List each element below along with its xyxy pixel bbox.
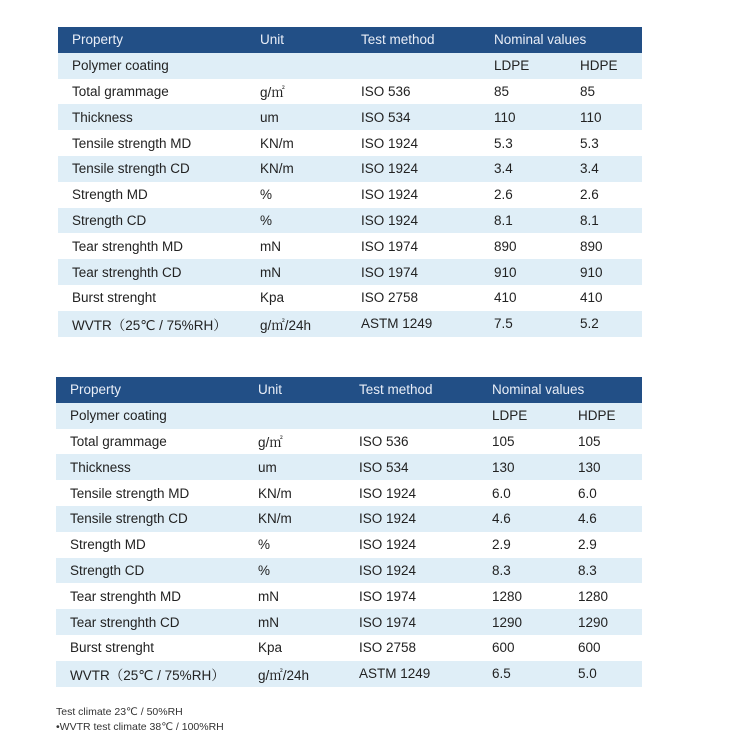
cell-test-method: ISO 1974 [347, 259, 480, 285]
table-row [56, 558, 642, 584]
table-row [56, 661, 642, 687]
header-nominal-values: Nominal values [480, 27, 566, 53]
table-body [58, 53, 642, 337]
cell-hdpe: 600 [564, 635, 642, 661]
cell-unit: mN [246, 259, 347, 285]
cell-unit: KN/m [244, 480, 345, 506]
cell-ldpe: 890 [480, 233, 566, 259]
table-row [56, 480, 642, 506]
cell-property: Burst strenght [56, 635, 244, 661]
cell-property: Tensile strength CD [56, 506, 244, 532]
cell-hdpe: HDPE [564, 403, 642, 429]
cell-hdpe: 85 [566, 79, 642, 105]
cell-test-method: ISO 1974 [345, 583, 478, 609]
cell-property: Tensile strength MD [58, 130, 246, 156]
cell-ldpe: 910 [480, 259, 566, 285]
cell-property: Total grammage [58, 79, 246, 105]
cell-test-method: ISO 1924 [347, 156, 480, 182]
header-nominal-values: Nominal values [478, 377, 564, 403]
cell-test-method: ISO 2758 [345, 635, 478, 661]
cell-property: Strength MD [56, 532, 244, 558]
cell-hdpe: 5.0 [564, 661, 642, 687]
table-row [56, 506, 642, 532]
cell-test-method: ISO 534 [347, 104, 480, 130]
footnote-wvtr-climate: •WVTR test climate 38℃ / 100%RH [56, 721, 224, 733]
cell-unit: mN [244, 609, 345, 635]
cell-unit [246, 53, 347, 79]
cell-ldpe: 85 [480, 79, 566, 105]
cell-ldpe: 8.1 [480, 208, 566, 234]
cell-ldpe: 410 [480, 285, 566, 311]
cell-property: Tear strenghth MD [58, 233, 246, 259]
table-row [58, 104, 642, 130]
cell-test-method: ISO 1974 [345, 609, 478, 635]
cell-ldpe: 1280 [478, 583, 564, 609]
cell-test-method: ASTM 1249 [345, 661, 478, 687]
cell-property: WVTR（25℃ / 75%RH） [56, 661, 244, 687]
cell-property: Tear strenghth CD [58, 259, 246, 285]
cell-ldpe: 600 [478, 635, 564, 661]
table-row [56, 429, 642, 455]
cell-hdpe: 1280 [564, 583, 642, 609]
cell-ldpe: LDPE [478, 403, 564, 429]
cell-test-method: ISO 1924 [347, 130, 480, 156]
cell-hdpe: 1290 [564, 609, 642, 635]
spec-table-1 [58, 27, 642, 337]
cell-ldpe: 6.0 [478, 480, 564, 506]
cell-hdpe: 4.6 [564, 506, 642, 532]
cell-hdpe: 2.6 [566, 182, 642, 208]
spec-table-2 [56, 377, 642, 687]
cell-ldpe: LDPE [480, 53, 566, 79]
cell-hdpe: 6.0 [564, 480, 642, 506]
cell-unit: KN/m [244, 506, 345, 532]
cell-unit: Kpa [246, 285, 347, 311]
cell-test-method: ISO 1924 [345, 558, 478, 584]
cell-unit: g/㎡/24h [244, 661, 345, 687]
cell-hdpe: 410 [566, 285, 642, 311]
cell-hdpe: 8.1 [566, 208, 642, 234]
table-row [56, 403, 642, 429]
cell-unit: mN [244, 583, 345, 609]
cell-property: Thickness [56, 454, 244, 480]
header-test-method: Test method [347, 27, 480, 53]
footnote-test-climate: Test climate 23℃ / 50%RH [56, 706, 183, 718]
cell-unit: um [246, 104, 347, 130]
cell-ldpe: 2.9 [478, 532, 564, 558]
cell-unit: KN/m [246, 156, 347, 182]
cell-hdpe: 890 [566, 233, 642, 259]
table-row [56, 609, 642, 635]
cell-unit: % [244, 532, 345, 558]
cell-ldpe: 110 [480, 104, 566, 130]
table-row [56, 532, 642, 558]
cell-property: Tensile strength CD [58, 156, 246, 182]
cell-property: Polymer coating [56, 403, 244, 429]
cell-unit: g/㎡/24h [246, 311, 347, 337]
header-row [58, 27, 642, 53]
cell-hdpe: 5.3 [566, 130, 642, 156]
header-row [56, 377, 642, 403]
cell-property: Strength MD [58, 182, 246, 208]
cell-unit [244, 403, 345, 429]
header-test-method: Test method [345, 377, 478, 403]
cell-ldpe: 1290 [478, 609, 564, 635]
cell-hdpe: HDPE [566, 53, 642, 79]
header-unit: Unit [244, 377, 345, 403]
cell-property: Polymer coating [58, 53, 246, 79]
cell-test-method: ISO 1974 [347, 233, 480, 259]
cell-unit: % [244, 558, 345, 584]
cell-ldpe: 7.5 [480, 311, 566, 337]
table-row [58, 311, 642, 337]
cell-test-method: ISO 536 [345, 429, 478, 455]
cell-unit: % [246, 182, 347, 208]
cell-hdpe: 2.9 [564, 532, 642, 558]
table-row [58, 208, 642, 234]
header-property: Property [58, 27, 246, 53]
cell-test-method: ISO 536 [347, 79, 480, 105]
cell-hdpe: 3.4 [566, 156, 642, 182]
cell-property: Strength CD [58, 208, 246, 234]
cell-property: Strength CD [56, 558, 244, 584]
cell-test-method: ISO 1924 [347, 182, 480, 208]
table-row [58, 285, 642, 311]
cell-unit: KN/m [246, 130, 347, 156]
cell-ldpe: 8.3 [478, 558, 564, 584]
table-row [58, 259, 642, 285]
cell-unit: um [244, 454, 345, 480]
cell-test-method: ISO 1924 [345, 506, 478, 532]
cell-property: Thickness [58, 104, 246, 130]
table-row [58, 53, 642, 79]
cell-ldpe: 4.6 [478, 506, 564, 532]
cell-ldpe: 130 [478, 454, 564, 480]
cell-test-method: ISO 534 [345, 454, 478, 480]
table-row [56, 454, 642, 480]
table-row [58, 233, 642, 259]
cell-test-method: ASTM 1249 [347, 311, 480, 337]
cell-unit: g/㎡ [246, 79, 347, 105]
header-unit: Unit [246, 27, 347, 53]
cell-unit: mN [246, 233, 347, 259]
table-row [56, 635, 642, 661]
table-row [58, 130, 642, 156]
table-body [56, 403, 642, 687]
cell-ldpe: 5.3 [480, 130, 566, 156]
cell-property: Total grammage [56, 429, 244, 455]
header-property: Property [56, 377, 244, 403]
cell-test-method [345, 403, 478, 429]
cell-test-method: ISO 1924 [345, 480, 478, 506]
cell-test-method [347, 53, 480, 79]
table-row [58, 182, 642, 208]
cell-hdpe: 910 [566, 259, 642, 285]
cell-hdpe: 105 [564, 429, 642, 455]
table-row [58, 156, 642, 182]
cell-property: WVTR（25℃ / 75%RH） [58, 311, 246, 337]
cell-hdpe: 130 [564, 454, 642, 480]
cell-ldpe: 105 [478, 429, 564, 455]
cell-property: Tear strenghth CD [56, 609, 244, 635]
cell-unit: % [246, 208, 347, 234]
cell-unit: g/㎡ [244, 429, 345, 455]
cell-hdpe: 110 [566, 104, 642, 130]
table-header [58, 27, 642, 53]
cell-property: Tear strenghth MD [56, 583, 244, 609]
cell-test-method: ISO 1924 [347, 208, 480, 234]
table-header [56, 377, 642, 403]
cell-property: Tensile strength MD [56, 480, 244, 506]
cell-ldpe: 6.5 [478, 661, 564, 687]
table-row [58, 79, 642, 105]
cell-ldpe: 2.6 [480, 182, 566, 208]
cell-test-method: ISO 2758 [347, 285, 480, 311]
footnotes [56, 705, 224, 735]
cell-test-method: ISO 1924 [345, 532, 478, 558]
cell-hdpe: 8.3 [564, 558, 642, 584]
cell-hdpe: 5.2 [566, 311, 642, 337]
cell-ldpe: 3.4 [480, 156, 566, 182]
cell-unit: Kpa [244, 635, 345, 661]
cell-property: Burst strenght [58, 285, 246, 311]
table-row [56, 583, 642, 609]
